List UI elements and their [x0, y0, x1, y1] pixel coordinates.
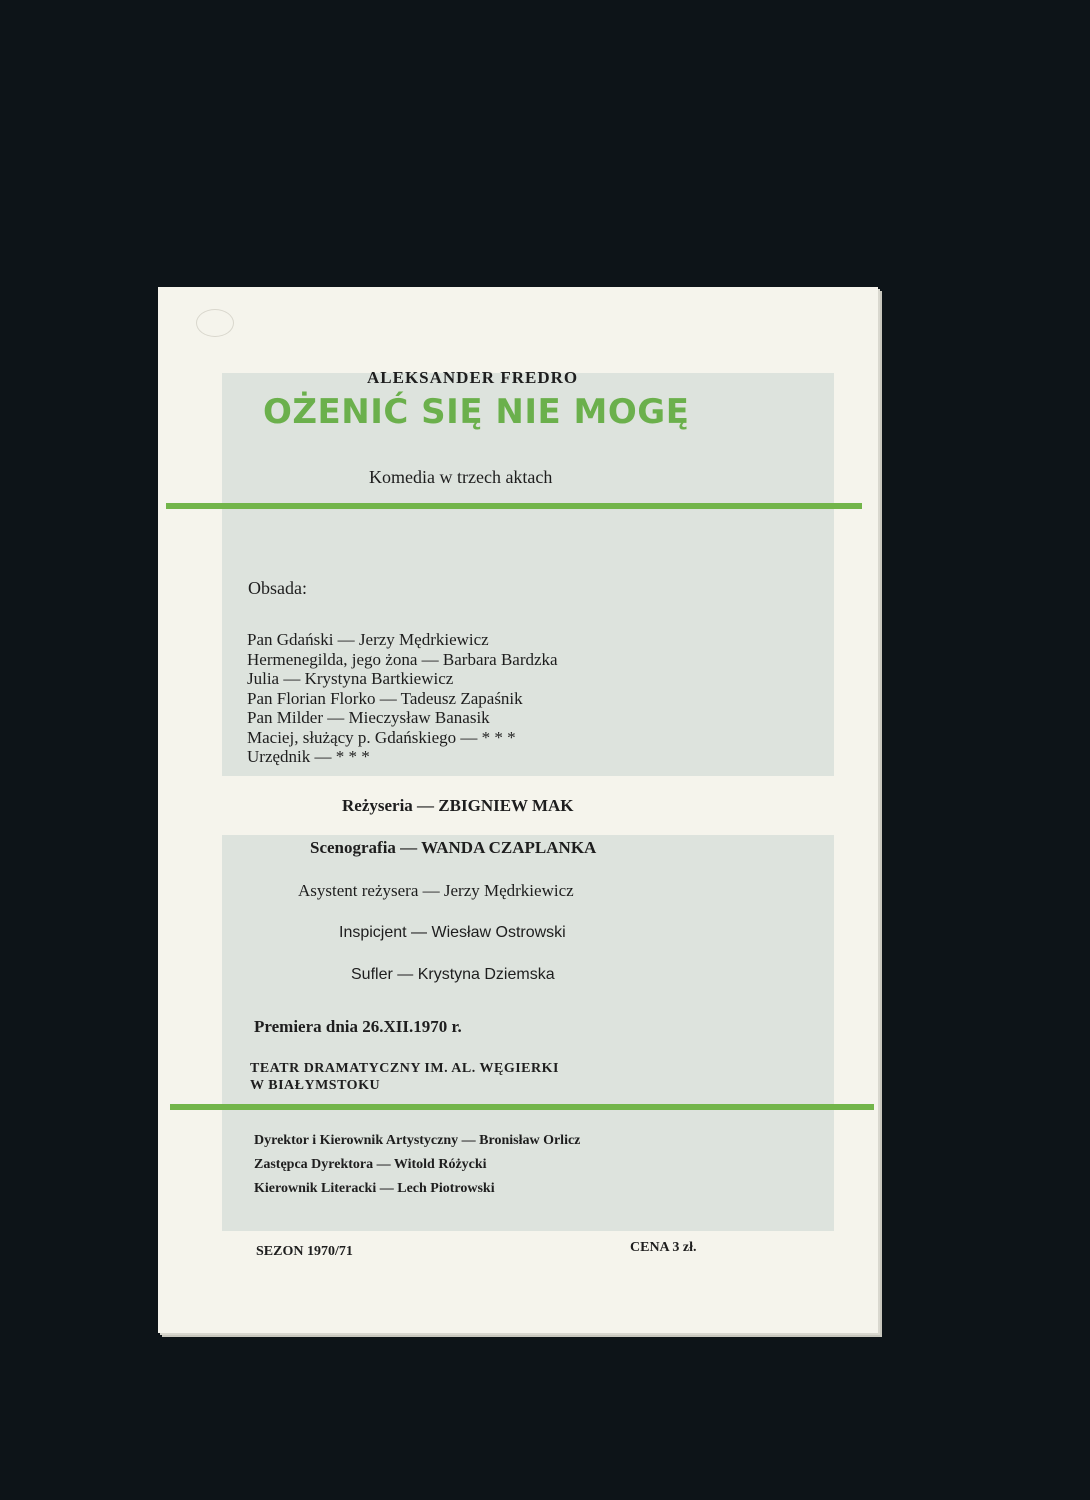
stage-manager-credit: Inspicjent — Wiesław Ostrowski	[339, 924, 566, 941]
assistant-director-credit: Asystent reżysera — Jerzy Mędrkiewicz	[298, 881, 574, 900]
price-label: CENA 3 zł.	[630, 1240, 697, 1255]
cast-member: Hermenegilda, jego żona — Barbara Bardzka	[247, 649, 558, 669]
staff-entry: Zastępca Dyrektora — Witold Różycki	[254, 1157, 487, 1172]
staff-list	[254, 1129, 580, 1201]
green-divider-top	[166, 503, 862, 509]
cast-label: Obsada:	[248, 578, 307, 598]
cast-list	[247, 630, 558, 767]
season-label: SEZON 1970/71	[256, 1244, 353, 1259]
staff-entry: Dyrektor i Kierownik Artystyczny — Bronisław Orlicz	[254, 1133, 581, 1148]
cast-member: Pan Florian Florko — Tadeusz Zapaśnik	[247, 688, 523, 708]
scenography-credit: Scenografia — WANDA CZAPLANKA	[310, 838, 597, 857]
programme-page	[158, 287, 878, 1333]
author-name: ALEKSANDER FREDRO	[367, 368, 579, 387]
theatre-name: TEATR DRAMATYCZNY IM. AL. WĘGIERKI W BIAŁYMSTOKU	[250, 1061, 559, 1093]
staff-entry: Kierownik Literacki — Lech Piotrowski	[254, 1181, 495, 1196]
cast-member: Maciej, służący p. Gdańskiego — * * *	[247, 727, 516, 747]
play-subtitle: Komedia w trzech aktach	[369, 467, 553, 487]
premiere-date: Premiera dnia 26.XII.1970 r.	[254, 1017, 462, 1036]
cast-member: Pan Gdański — Jerzy Mędrkiewicz	[247, 630, 489, 649]
direction-credit: Reżyseria — ZBIGNIEW MAK	[342, 796, 574, 815]
cast-member: Pan Milder — Mieczysław Banasik	[247, 708, 490, 727]
prompter-credit: Sufler — Krystyna Dziemska	[351, 966, 555, 983]
cast-member: Urzędnik — * * *	[247, 747, 370, 766]
play-title: OŻENIĆ SIĘ NIE MOGĘ	[263, 392, 690, 432]
pencil-mark	[196, 309, 234, 337]
green-divider-bottom	[170, 1104, 874, 1110]
cast-member: Julia — Krystyna Bartkiewicz	[247, 669, 454, 688]
